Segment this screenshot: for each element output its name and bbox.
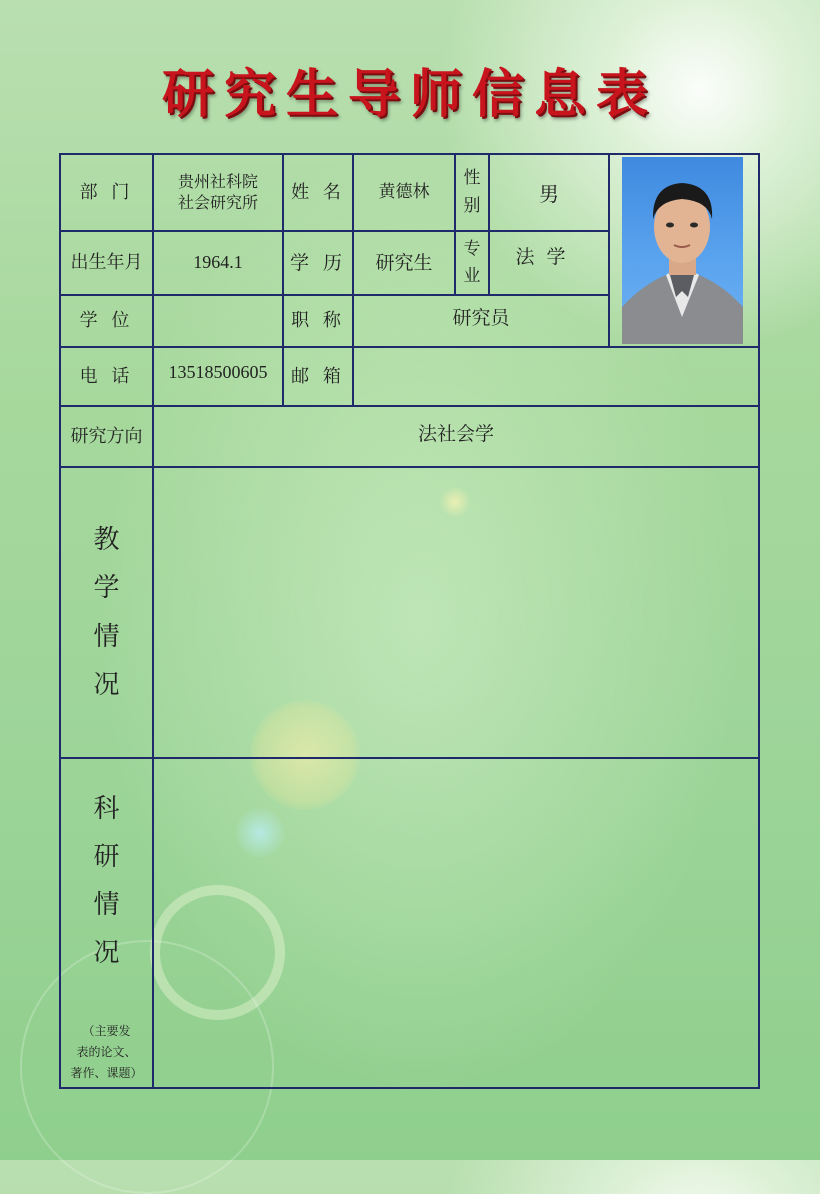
teaching-label-char: 教 <box>93 525 120 556</box>
gender-label-char: 别 <box>463 195 481 216</box>
title-label: 职 称 <box>291 310 345 332</box>
research-note-line: （主要发 <box>82 1024 131 1039</box>
education-value: 研究生 <box>375 251 433 274</box>
gender-label-char: 性 <box>463 168 481 189</box>
name-label: 姓 名 <box>291 181 345 203</box>
major-label-char: 专 <box>463 238 481 259</box>
department-value <box>154 155 282 230</box>
research-label-char: 情 <box>93 890 120 921</box>
research-direction-label: 研究方向 <box>70 425 143 447</box>
phone-label: 电 话 <box>79 365 134 387</box>
teaching-label <box>61 468 152 757</box>
email-value <box>354 348 758 405</box>
grid-line <box>758 153 760 1089</box>
teaching-label-char: 情 <box>93 621 120 652</box>
degree-value <box>154 296 282 346</box>
education-label: 学 历 <box>289 251 347 274</box>
phone-value: 13518500605 <box>168 362 268 383</box>
birth-label: 出生年月 <box>70 252 143 274</box>
research-label <box>61 759 152 1087</box>
research-value <box>154 759 758 1087</box>
major-value: 法 学 <box>515 245 569 268</box>
department-line: 社会研究所 <box>177 192 258 212</box>
title-value: 研究员 <box>452 306 510 329</box>
teaching-label-char: 学 <box>93 573 120 604</box>
gender-label <box>456 155 488 230</box>
grid-line <box>59 1087 760 1089</box>
grid-line <box>608 153 610 348</box>
teaching-label-char: 况 <box>93 669 120 700</box>
research-label-char: 况 <box>93 938 120 969</box>
name-value: 黄德林 <box>378 182 430 203</box>
department-label: 部 门 <box>79 181 134 203</box>
research-label-char: 科 <box>93 794 120 824</box>
portrait-image <box>622 157 743 344</box>
advisor-photo <box>622 157 743 344</box>
research-direction-value: 法社会学 <box>417 422 494 445</box>
major-label-char: 业 <box>463 266 481 286</box>
department-line: 贵州社科院 <box>177 171 258 191</box>
research-note-line: 著作、课题） <box>70 1066 143 1081</box>
research-note-line: 表的论文、 <box>76 1045 137 1060</box>
page-title: 研究生导师信息表 <box>161 64 658 125</box>
birth-value: 1964.1 <box>193 252 243 273</box>
teaching-value <box>154 468 758 757</box>
degree-label: 学 位 <box>79 310 134 332</box>
major-label <box>456 232 488 294</box>
email-label: 邮 箱 <box>291 365 345 387</box>
research-label-char: 研 <box>93 842 120 873</box>
gender-value: 男 <box>539 182 559 206</box>
